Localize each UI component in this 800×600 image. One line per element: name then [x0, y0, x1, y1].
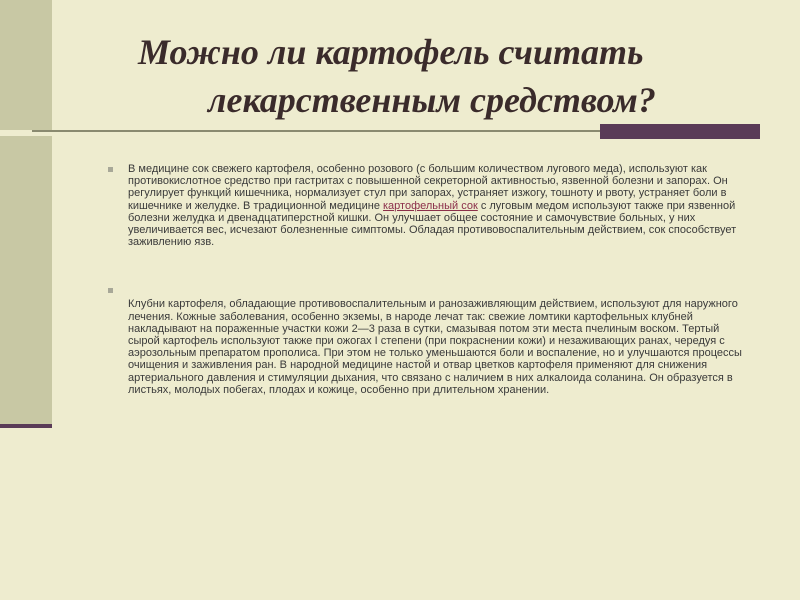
bullet-square-icon [108, 288, 113, 293]
potato-juice-link[interactable]: картофельный сок [383, 199, 478, 212]
slide-body [102, 163, 752, 396]
title-divider-line [32, 130, 600, 132]
slide-title-line2: лекарственным средством? [208, 80, 656, 120]
slide-title-line1: Можно ли картофель считать [138, 32, 644, 72]
title-divider-accent-bar [600, 124, 760, 139]
bullet-text-after-link: с луговым медом используют также при язвенной болезни желудка и двенадцатиперстной кишки. Он улучшает общее состояние и самочувствие больных, у них увеличивается вес, исчезают болезненные симптомы. Обладая противовоспалительным действием, сок способствует заживлению язв. [128, 199, 737, 249]
bullet-text: Клубни картофеля, обладающие противовоспалительным и ранозаживляющим действием, используют для наружного лечения. Кожные заболевания, особенно экземы, в народе лечат так: свежие ломтики картофельных клубней накладывают на пораженные участки кожи 2—3 раза в сутки, смазывая потом эти места пчелиным воском. Тертый сырой картофель используют также при ожогах I степени (при покраснении кожи) и незаживающих ранах, чередуя с аэрозольным препаратом прополиса. При этом не только уменьшаются боли и воспаление, но и улучшаются процессы очищения и заживления ран. В народной медицине настой и отвар цветков картофеля применяют для снижения артериального давления и стимуляции дыхания, что связано с наличием в них алкалоида соланина. Он образуется в листьях, молодых побегах, плодах и кожице, особенно при длительном хранении. [128, 298, 742, 396]
slide-title [100, 28, 760, 124]
bullet-paragraph-tubers [102, 286, 752, 396]
left-accent-band-bottom [0, 136, 52, 425]
left-accent-dark-bar [0, 424, 52, 428]
bullet-paragraph-juice [102, 163, 752, 248]
bullet-square-icon [108, 167, 113, 172]
left-accent-band-top [0, 0, 52, 130]
bullet-text-before-link: В медицине сок свежего картофеля, особенно розового (с большим количеством лугового меда), используют как противокислотное средство при гастритах с повышенной секреторной активностью, язвенной болезни и запорах. Он регулирует функций кишечника, нормализует стул при запорах, устраняет изжогу, тошноту и рвоту, устраняет боли в кишечнике и желудке. В традиционной медицине [128, 163, 728, 212]
